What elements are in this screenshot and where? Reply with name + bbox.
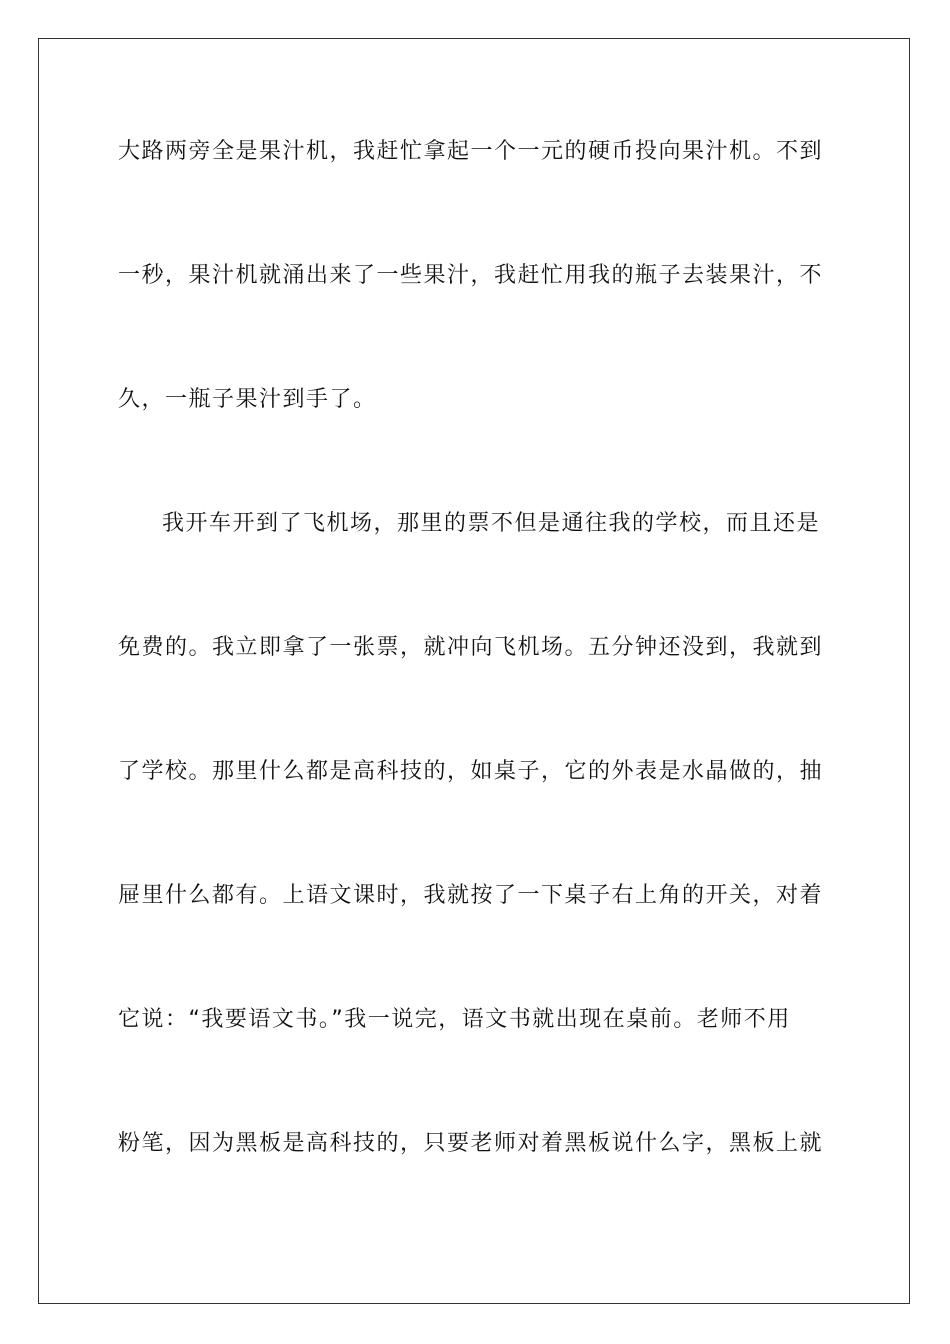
page-border <box>38 38 910 1304</box>
text-line-1: 大路两旁全是果汁机，我赶忙拿起一个一元的硬币投向果汁机。不到 <box>118 139 824 164</box>
text-line-5: 免费的。我立即拿了一张票，就冲向飞机场。五分钟还没到，我就到 <box>118 635 824 660</box>
text-line-6: 了学校。那里什么都是高科技的，如桌子，它的外表是水晶做的，抽 <box>118 759 824 784</box>
text-line-9: 粉笔，因为黑板是高科技的，只要老师对着黑板说什么字，黑板上就 <box>118 1131 824 1156</box>
text-line-4: 我开车开到了飞机场，那里的票不但是通往我的学校，而且还是 <box>162 511 821 536</box>
text-line-2: 一秒，果汁机就涌出来了一些果汁，我赶忙用我的瓶子去装果汁，不 <box>118 263 824 288</box>
text-line-7: 屉里什么都有。上语文课时，我就按了一下桌子右上角的开关，对着 <box>118 883 824 908</box>
text-line-3: 久，一瓶子果汁到手了。 <box>118 387 377 412</box>
text-line-8: 它说：“我要语文书。”我一说完，语文书就出现在桌前。老师不用 <box>118 1007 791 1032</box>
